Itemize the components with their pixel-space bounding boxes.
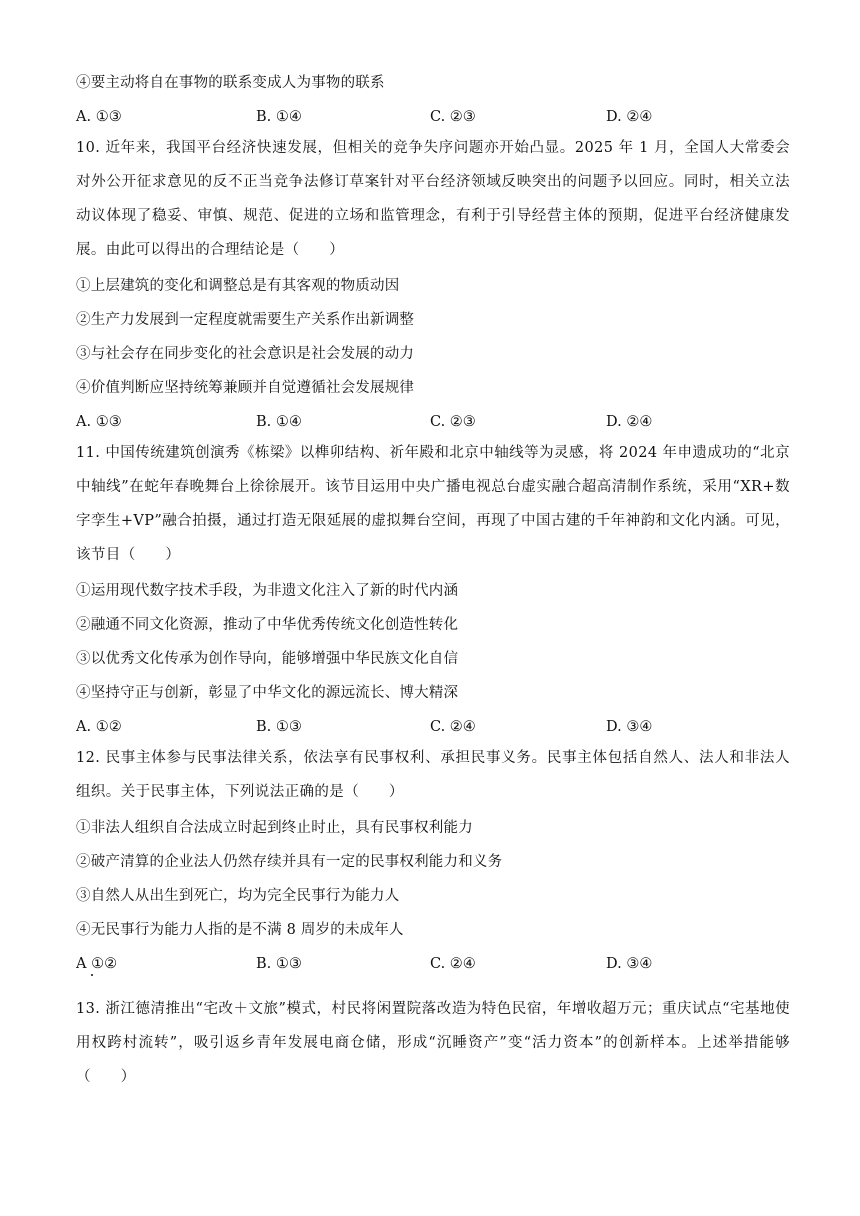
stray-dot-mark xyxy=(91,974,93,976)
q9-option-a: A. ①③ xyxy=(76,109,122,125)
q11-option-d: D. ③④ xyxy=(606,719,653,735)
q11-item-1: ①运用现代数字技术手段，为非遗文化注入了新的时代内涵 xyxy=(76,583,459,599)
q10-option-b: B. ①④ xyxy=(256,414,302,430)
q12-option-a: A ①② xyxy=(76,956,118,972)
q10-option-c: C. ②③ xyxy=(430,414,476,430)
q10-options xyxy=(76,412,786,432)
q9-options xyxy=(76,107,786,127)
q9-item-4: ④要主动将自在事物的联系变成人为事物的联系 xyxy=(76,75,385,91)
q11-item-2: ②融通不同文化资源，推动了中华优秀传统文化创造性转化 xyxy=(76,617,459,633)
q11-option-c: C. ②④ xyxy=(430,719,476,735)
q12-options xyxy=(76,954,786,974)
q13-stem: 13. 浙江德清推出“宅改＋文旅”模式，村民将闲置院落改造为特色民宿，年增收超万元；重庆试点“宅基地使用权跨村流转”，吸引返乡青年发展电商仓储，形成“沉睡资产”变“活力资本”的创新样本。上述举措能够（ ） xyxy=(76,1001,790,1085)
q12-item-1: ①非法人组织自合法成立时起到终止时止，具有民事权利能力 xyxy=(76,820,473,836)
q12-item-4: ④无民事行为能力人指的是不满 8 周岁的未成年人 xyxy=(76,922,404,938)
q11-option-b: B. ①③ xyxy=(256,719,302,735)
q11-item-4: ④坚持守正与创新，彰显了中华文化的源远流长、博大精深 xyxy=(76,685,459,701)
q11-item-3: ③以优秀文化传承为创作导向，能够增强中华民族文化自信 xyxy=(76,651,459,667)
q10-option-d: D. ②④ xyxy=(606,414,653,430)
q10-item-4: ④价值判断应坚持统筹兼顾并自觉遵循社会发展规律 xyxy=(76,380,415,396)
q10-stem: 10. 近年来，我国平台经济快速发展，但相关的竞争失序问题亦开始凸显。2025 年 1 月，全国人大常委会对外公开征求意见的反不正当竞争法修订草案针对平台经济领域反映突出的问题予以回应。同时，相关立法动议体现了稳妥、审慎、规范、促进的立场和监管理念，有利于引导经营主体的预期，促进平台经济健康发展。由此可以得出的合理结论是（ ） xyxy=(76,140,790,258)
q11-option-a: A. ①② xyxy=(76,719,122,735)
q12-stem: 12. 民事主体参与民事法律关系，依法享有民事权利、承担民事义务。民事主体包括自然人、法人和非法人组织。关于民事主体，下列说法正确的是（ ） xyxy=(76,750,790,800)
q10-option-a: A. ①③ xyxy=(76,414,122,430)
q12-option-c: C. ②④ xyxy=(430,956,476,972)
q12-item-3: ③自然人从出生到死亡，均为完全民事行为能力人 xyxy=(76,888,400,904)
q10-item-1: ①上层建筑的变化和调整总是有其客观的物质动因 xyxy=(76,278,400,294)
q9-option-c: C. ②③ xyxy=(430,109,476,125)
q9-option-d: D. ②④ xyxy=(606,109,653,125)
q9-option-b: B. ①④ xyxy=(256,109,302,125)
q12-option-d: D. ③④ xyxy=(606,956,653,972)
q11-options xyxy=(76,717,786,737)
q11-stem: 11. 中国传统建筑创演秀《栋梁》以榫卯结构、祈年殿和北京中轴线等为灵感，将 2024 年申遗成功的“北京中轴线”在蛇年春晚舞台上徐徐展开。该节目运用中央广播电视总台虚实融合超高清制作系统，采用“XR+数字孪生+VP”融合拍摄，通过打造无限延展的虚拟舞台空间，再现了中国古建的千年神韵和文化内涵。可见，该节目（ ） xyxy=(76,445,790,563)
q12-option-b: B. ①③ xyxy=(256,956,302,972)
q10-item-3: ③与社会存在同步变化的社会意识是社会发展的动力 xyxy=(76,346,415,362)
q10-item-2: ②生产力发展到一定程度就需要生产关系作出新调整 xyxy=(76,312,415,328)
q12-item-2: ②破产清算的企业法人仍然存续并具有一定的民事权利能力和义务 xyxy=(76,854,503,870)
